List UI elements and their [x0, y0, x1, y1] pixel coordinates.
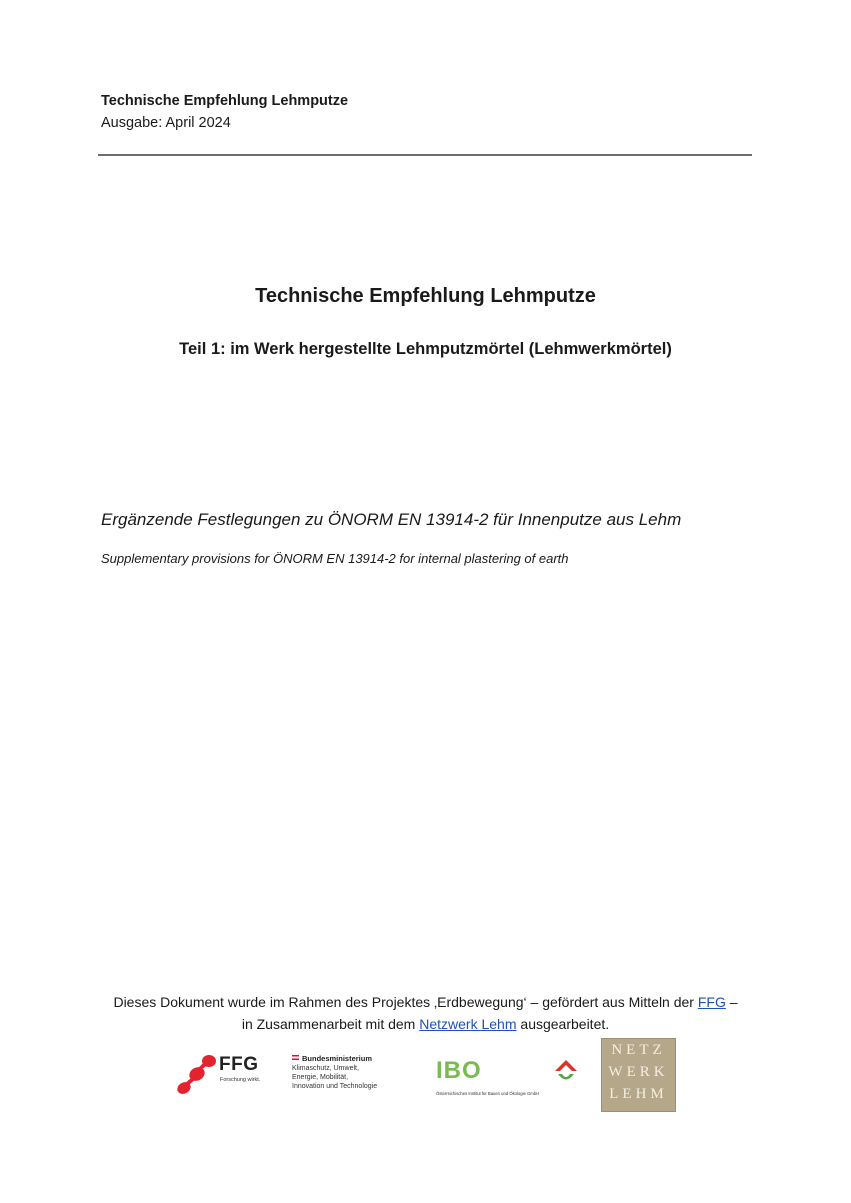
netzwerk-lehm-link[interactable]: Netzwerk Lehm [419, 1016, 517, 1032]
header-title: Technische Empfehlung Lehmputze [101, 93, 349, 109]
funding-line-1-text: Dieses Dokument wurde im Rahmen des Projektes ‚Erdbewegung‘ – gefördert aus Mitteln der [113, 994, 698, 1010]
funding-line-2-text: in Zusammenarbeit mit dem [241, 1016, 420, 1032]
document-subtitle: Teil 1: im Werk hergestellte Lehmputzmörtel (Lehmwerkmörtel) [179, 340, 672, 358]
ibo-house-icon [554, 1059, 578, 1085]
ffg-logo-text: FFG [219, 1054, 259, 1075]
header-edition: Ausgabe: April 2024 [101, 115, 231, 131]
ministry-title: Bundesministerium [302, 1054, 373, 1063]
ibo-subtitle: Österreichisches Institut für Bauen und Ökologie GmbH [436, 1091, 540, 1096]
funding-statement [0, 991, 851, 1035]
ffg-mark-icon [175, 1052, 219, 1098]
ffg-logo [175, 1052, 270, 1098]
document-title: Technische Empfehlung Lehmputze [255, 285, 596, 307]
ffg-link[interactable]: FFG [697, 994, 726, 1010]
netzwerk-lehm-logo [601, 1038, 676, 1112]
ffg-logo-tagline: Forschung wirkt. [220, 1077, 261, 1083]
netzwerk-lehm-row-2: WERK [608, 1064, 669, 1080]
austria-flag-icon [292, 1055, 299, 1060]
ibo-logo [436, 1055, 578, 1100]
ibo-logo-text: IBO [436, 1057, 482, 1084]
description-german: Ergänzende Festlegungen zu ÖNORM EN 13914-2 für Innenputze aus Lehm [101, 510, 682, 529]
funding-line-2-end: ausgearbeitet. [516, 1016, 610, 1032]
funding-line-1 [0, 991, 851, 1013]
ministry-subtitle: Klimaschutz, Umwelt, Energie, Mobilität, Innovation und Technologie [292, 1065, 378, 1090]
description-english: Supplementary provisions for ÖNORM EN 13914-2 for internal plastering of earth [101, 551, 569, 566]
netzwerk-lehm-row-3: LEHM [609, 1086, 668, 1102]
header-divider [98, 154, 752, 156]
funding-line-2 [0, 1013, 851, 1035]
netzwerk-lehm-row-1: NETZ [611, 1042, 666, 1058]
funding-line-1-end: – [725, 994, 738, 1010]
ministry-logo [292, 1054, 422, 1098]
